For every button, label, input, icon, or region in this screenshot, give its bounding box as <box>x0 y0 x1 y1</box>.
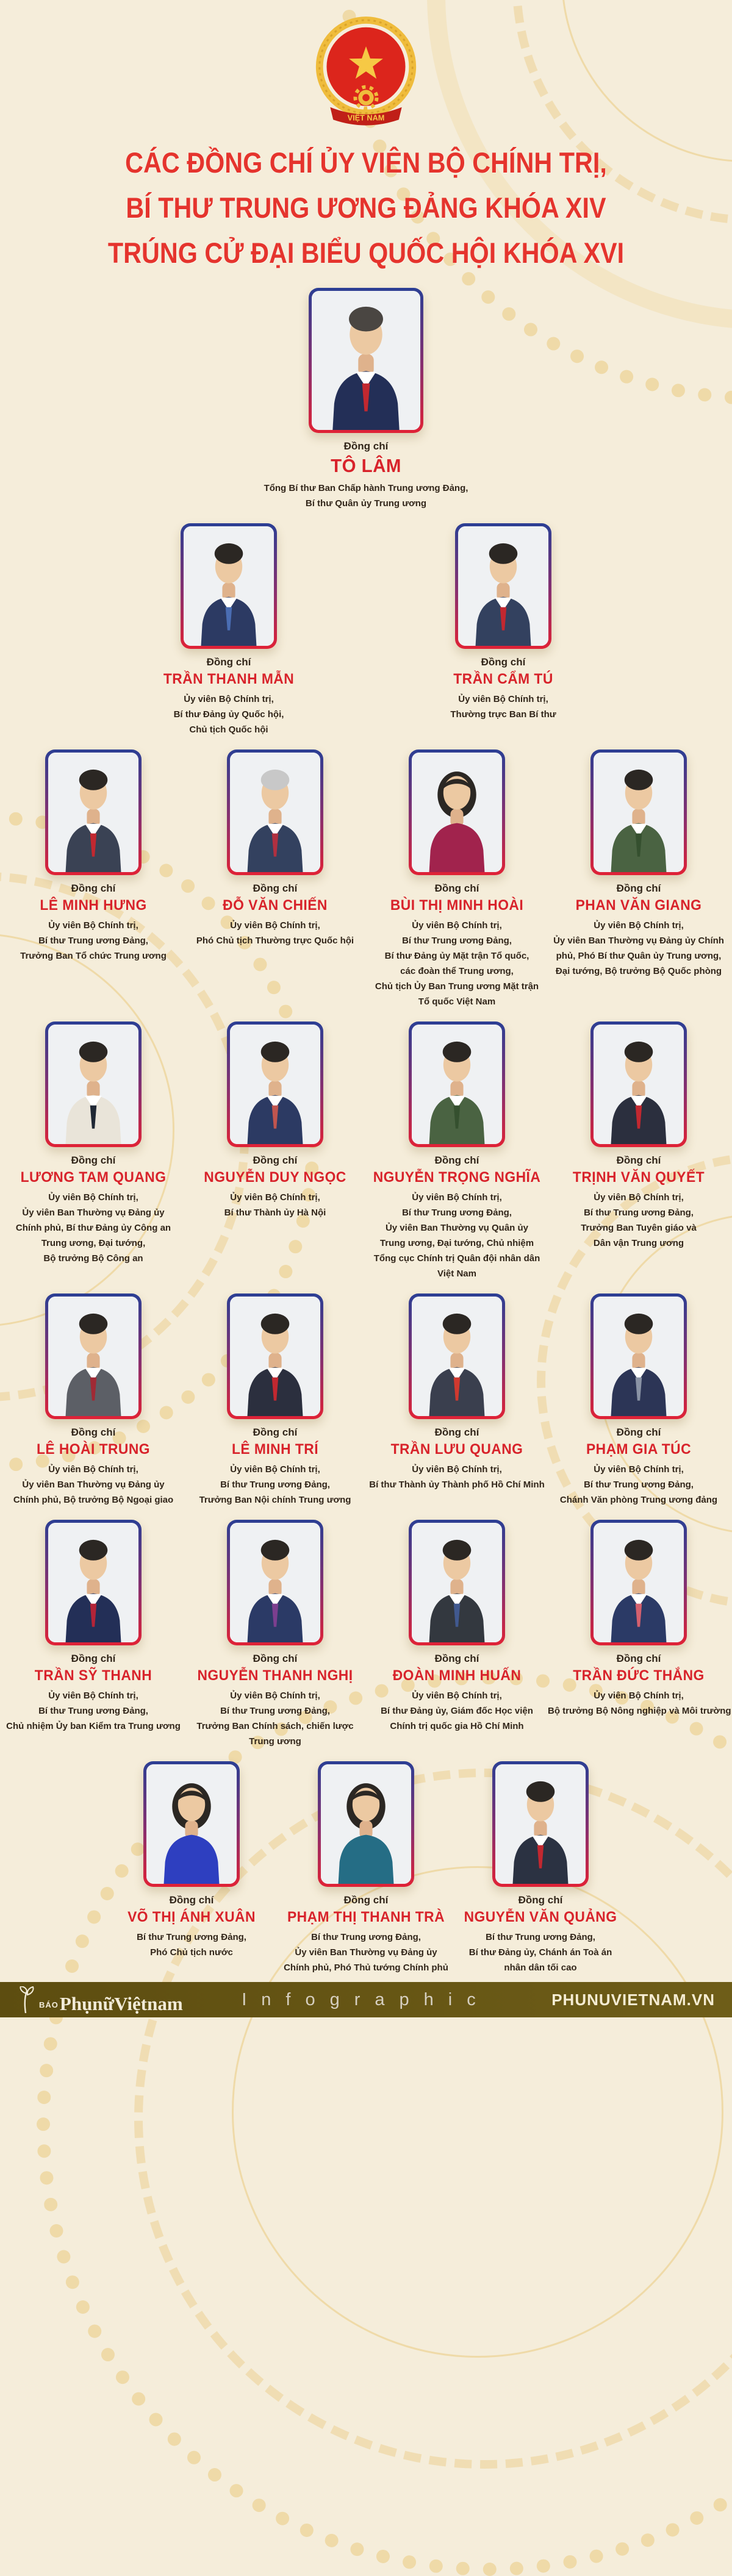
person-role-line: Thường trực Ban Bí thư <box>450 709 556 720</box>
person-card <box>128 523 329 737</box>
person-label: Đồng chí <box>71 1653 116 1664</box>
portrait-frame <box>227 750 323 875</box>
person-name: LÊ MINH TRÍ <box>231 1441 319 1458</box>
people-row <box>0 1021 732 1281</box>
person-role-line: Chính phủ, Bộ trưởng Bộ Ngoại giao <box>13 1495 174 1505</box>
person-label: Đồng chí <box>169 1894 214 1906</box>
person-card <box>366 750 548 1009</box>
portrait-photo <box>48 753 138 872</box>
person-label: Đồng chí <box>71 882 116 894</box>
person-roles <box>184 1190 366 1220</box>
person-role-line: Bí thư Trung ương Đảng, <box>402 1208 512 1218</box>
person-card <box>548 750 730 979</box>
person-label: Đồng chí <box>253 1154 298 1166</box>
footer-infographic-text: Infographic <box>242 1989 490 2009</box>
person-roles <box>184 1688 366 1749</box>
portrait-frame <box>143 1761 240 1887</box>
person-role-line: Chính phủ, Bí thư Đảng ủy Công an <box>15 1223 171 1233</box>
person-card <box>548 1293 730 1508</box>
person-label: Đồng chí <box>434 1154 479 1166</box>
person-name: NGUYỄN DUY NGỌC <box>204 1169 346 1186</box>
vietnam-national-emblem-icon <box>312 13 420 134</box>
person-name: TRẦN SỸ THANH <box>34 1667 152 1684</box>
portrait-frame <box>590 750 687 875</box>
person-label: Đồng chí <box>71 1426 116 1438</box>
person-card <box>281 1761 451 1975</box>
person-role-line: Ủy viên Ban Thường vụ Quân ủy <box>385 1223 529 1233</box>
portrait-frame <box>409 1293 505 1419</box>
person-role-line: Chủ nhiệm Ủy ban Kiểm tra Trung ương <box>6 1721 181 1731</box>
person-label: Đồng chí <box>616 1426 661 1438</box>
person-roles <box>128 692 329 737</box>
person-label: Đồng chí <box>518 1894 563 1906</box>
leaf-logo-icon <box>17 1986 38 2013</box>
person-name: TRẦN THANH MẪN <box>163 671 295 687</box>
person-name: TRỊNH VĂN QUYẾT <box>572 1169 705 1186</box>
person-role-line: Ủy viên Bộ Chính trị, <box>594 1192 684 1203</box>
portrait-frame <box>45 1293 142 1419</box>
person-role-line: Ủy viên Bộ Chính trị, <box>594 920 684 931</box>
person-role-line: Ủy viên Bộ Chính trị, <box>48 1690 138 1701</box>
people-row <box>0 523 732 737</box>
portrait-frame <box>590 1520 687 1645</box>
person-role-line: Bí thư Trung ương Đảng, <box>220 1479 330 1490</box>
person-card <box>184 1021 366 1220</box>
person-roles <box>548 1190 730 1251</box>
portrait-photo <box>495 1764 586 1884</box>
page-title <box>0 140 732 276</box>
portrait-photo <box>230 753 320 872</box>
person-role-line: Tổng Bí thư Ban Chấp hành Trung ương Đảng, <box>264 483 468 493</box>
person-label: Đồng chí <box>434 882 479 894</box>
person-role-line: Bí thư Trung ương Đảng, <box>220 1706 330 1716</box>
person-role-line: Ủy viên Bộ Chính trị, <box>412 1192 502 1203</box>
person-name: LÊ HOÀI TRUNG <box>36 1441 151 1458</box>
people-row <box>0 1293 732 1508</box>
portrait-frame <box>227 1520 323 1645</box>
person-role-line: Trung ương, Đại tướng, Chủ nhiệm <box>379 1238 534 1248</box>
person-role-line: Ủy viên Bộ Chính trị, <box>230 920 320 931</box>
person-roles <box>548 918 730 979</box>
portrait-photo <box>594 1025 684 1144</box>
person-role-line: Phó Chủ tịch nước <box>150 1947 233 1958</box>
portrait-photo <box>48 1025 138 1144</box>
portrait-photo <box>146 1764 237 1884</box>
person-role-line: Bộ trưởng Bộ Nông nghiệp và Môi trường <box>548 1706 731 1716</box>
portrait-photo <box>312 291 420 430</box>
person-roles <box>2 1190 184 1266</box>
person-role-line: Ủy viên Bộ Chính trị, <box>230 1464 320 1475</box>
portrait-frame <box>590 1021 687 1147</box>
person-roles <box>366 918 548 1009</box>
person-label: Đồng chí <box>434 1653 479 1664</box>
phunuvietnam-logo <box>17 1986 183 2013</box>
person-name: PHẠM GIA TÚC <box>586 1441 692 1458</box>
portrait-photo <box>412 753 502 872</box>
person-label: Đồng chí <box>481 656 526 668</box>
person-role-line: Ủy viên Bộ Chính trị, <box>412 1690 502 1701</box>
portrait-frame <box>409 1021 505 1147</box>
person-label: Đồng chí <box>343 440 389 452</box>
person-role-line: phủ, Phó Bí thư Quân ủy Trung ương, <box>556 951 722 961</box>
person-role-line: Bí thư Trung ương Đảng, <box>486 1932 595 1942</box>
people-row <box>0 1520 732 1749</box>
portrait-frame <box>309 288 423 433</box>
person-name: PHẠM THỊ THANH TRÀ <box>287 1909 445 1925</box>
person-role-line: Trung ương, Đại tướng, <box>41 1238 146 1248</box>
person-role-line: Bộ trưởng Bộ Công an <box>43 1253 143 1264</box>
person-roles <box>2 918 184 964</box>
person-role-line: Tổ quốc Việt Nam <box>418 996 496 1007</box>
header <box>0 0 732 276</box>
portrait-frame <box>455 523 551 649</box>
person-role-line: nhân dân tối cao <box>504 1962 577 1973</box>
person-role-line: Chủ tịch Ủy Ban Trung ương Mặt trận <box>375 981 539 992</box>
person-role-line: Bí thư Trung ương Đảng, <box>137 1932 246 1942</box>
people-row <box>0 288 732 511</box>
portrait-frame <box>318 1761 414 1887</box>
person-role-line: Chánh Văn phòng Trung ương đảng <box>559 1495 718 1505</box>
person-label: Đồng chí <box>253 882 298 894</box>
portrait-frame <box>45 1520 142 1645</box>
person-role-line: Bí thư Trung ương Đảng, <box>38 1706 148 1716</box>
portrait-photo <box>412 1523 502 1642</box>
person-card <box>184 750 366 948</box>
person-label: Đồng chí <box>616 1653 661 1664</box>
person-roles <box>366 1190 548 1281</box>
person-name: TRẦN LƯU QUANG <box>390 1441 523 1458</box>
person-role-line: Ủy viên Bộ Chính trị, <box>230 1192 320 1203</box>
person-role-line: Trưởng Ban Chính sách, chiến lược <box>196 1721 354 1731</box>
person-role-line: Bí thư Đảng ủy Mặt trận Tổ quốc, <box>384 951 529 961</box>
person-roles <box>184 918 366 948</box>
logo-bao-text: BÁO <box>39 2000 59 2009</box>
person-label: Đồng chí <box>71 1154 116 1166</box>
person-role-line: Bí thư Trung ương Đảng, <box>402 936 512 946</box>
portrait-frame <box>181 523 277 649</box>
person-roles <box>366 1688 548 1734</box>
person-name: LÊ MINH HƯNG <box>40 897 147 914</box>
person-role-line: Trưởng Ban Tuyên giáo và <box>581 1223 697 1233</box>
person-name: ĐOÀN MINH HUẤN <box>392 1667 522 1684</box>
portrait-photo <box>412 1297 502 1416</box>
person-name: BÙI THỊ MINH HOÀI <box>390 897 524 914</box>
portrait-photo <box>458 526 548 646</box>
person-role-line: Ủy viên Bộ Chính trị, <box>230 1690 320 1701</box>
emblem-banner-text: VIỆT NAM <box>347 113 385 123</box>
person-card <box>2 1021 184 1266</box>
person-role-line: Tổng cục Chính trị Quân đội nhân dân <box>373 1253 540 1264</box>
person-name: TRẦN ĐỨC THẮNG <box>573 1667 705 1684</box>
person-name: NGUYỄN VĂN QUẢNG <box>464 1909 617 1925</box>
portrait-photo <box>48 1297 138 1416</box>
portrait-frame <box>45 750 142 875</box>
person-label: Đồng chí <box>253 1653 298 1664</box>
person-card <box>2 750 184 964</box>
portrait-photo <box>594 753 684 872</box>
person-role-line: Trưởng Ban Tổ chức Trung ương <box>20 951 167 961</box>
portrait-photo <box>230 1025 320 1144</box>
portrait-photo <box>230 1297 320 1416</box>
person-role-line: Ủy viên Bộ Chính trị, <box>48 920 138 931</box>
person-card <box>2 1293 184 1508</box>
person-roles <box>366 1462 548 1492</box>
person-roles <box>2 1462 184 1508</box>
person-name: ĐỖ VĂN CHIẾN <box>223 897 328 914</box>
people-row <box>0 750 732 1009</box>
person-role-line: Ủy viên Ban Thường vụ Đảng ủy <box>295 1947 437 1958</box>
person-card <box>238 288 494 511</box>
person-role-line: Dân vận Trung ương <box>593 1238 684 1248</box>
portrait-frame <box>227 1293 323 1419</box>
person-name: PHAN VĂN GIANG <box>575 897 702 914</box>
person-role-line: Ủy viên Bộ Chính trị, <box>412 920 502 931</box>
person-card <box>2 1520 184 1734</box>
people-row <box>0 1761 732 1975</box>
people-grid <box>0 288 732 1975</box>
person-name: NGUYỄN THANH NGHỊ <box>197 1667 353 1684</box>
person-role-line: Bí thư Thành ủy Hà Nội <box>224 1208 326 1218</box>
person-card <box>184 1293 366 1508</box>
footer-bar <box>0 1982 732 2017</box>
person-role-line: Ủy viên Bộ Chính trị, <box>412 1464 502 1475</box>
portrait-photo <box>321 1764 411 1884</box>
person-card <box>106 1761 277 1960</box>
person-roles <box>548 1688 730 1719</box>
logo-name-text: PhụnữViệtnam <box>59 1993 183 2014</box>
person-role-line: Ủy viên Bộ Chính trị, <box>458 694 548 704</box>
person-role-line: Phó Chủ tịch Thường trực Quốc hội <box>196 936 354 946</box>
person-roles <box>238 481 494 511</box>
person-role-line: Ủy viên Bộ Chính trị, <box>594 1690 684 1701</box>
person-role-line: Ủy viên Ban Thường vụ Đảng ủy <box>22 1208 165 1218</box>
person-role-line: Chủ tịch Quốc hội <box>189 724 268 735</box>
person-label: Đồng chí <box>343 1894 389 1906</box>
person-label: Đồng chí <box>616 882 661 894</box>
person-label: Đồng chí <box>616 1154 661 1166</box>
person-role-line: Bí thư Đảng ủy, Chánh án Toà án <box>468 1947 612 1958</box>
portrait-frame <box>409 1520 505 1645</box>
person-roles <box>184 1462 366 1508</box>
person-role-line: Trung ương <box>249 1736 301 1747</box>
person-roles <box>106 1930 277 1960</box>
person-role-line: Ủy viên Ban Thường vụ Đảng ủy Chính <box>553 936 724 946</box>
person-name: LƯƠNG TAM QUANG <box>20 1169 167 1186</box>
title-line-3: TRÚNG CỬ ĐẠI BIỂU QUỐC HỘI KHÓA XVI <box>107 237 625 269</box>
person-name: TRẦN CẨM TÚ <box>453 671 553 687</box>
person-role-line: Ủy viên Bộ Chính trị, <box>184 694 274 704</box>
portrait-frame <box>492 1761 589 1887</box>
person-role-line: Bí thư Trung ương Đảng, <box>38 936 148 946</box>
portrait-photo <box>594 1523 684 1642</box>
person-role-line: Ủy viên Ban Thường vụ Đảng ủy <box>22 1479 165 1490</box>
portrait-frame <box>409 750 505 875</box>
person-roles <box>548 1462 730 1508</box>
person-roles <box>281 1930 451 1975</box>
person-role-line: Bí thư Trung ương Đảng, <box>584 1479 694 1490</box>
person-card <box>403 523 604 722</box>
person-role-line: Chính phủ, Phó Thủ tướng Chính phủ <box>284 1962 448 1973</box>
person-card <box>455 1761 626 1975</box>
person-name: VÕ THỊ ÁNH XUÂN <box>127 1909 256 1925</box>
person-role-line: Bí thư Đảng ủy, Giám đốc Học viện <box>381 1706 533 1716</box>
portrait-photo <box>230 1523 320 1642</box>
person-role-line: Bí thư Quân ủy Trung ương <box>305 498 427 509</box>
title-line-1: CÁC ĐỒNG CHÍ ỦY VIÊN BỘ CHÍNH TRỊ, <box>125 146 607 179</box>
person-role-line: Bí thư Đảng ủy Quốc hội, <box>173 709 284 720</box>
person-label: Đồng chí <box>434 1426 479 1438</box>
person-role-line: Chính trị quốc gia Hồ Chí Minh <box>390 1721 524 1731</box>
person-card <box>366 1293 548 1492</box>
portrait-photo <box>184 526 274 646</box>
portrait-frame <box>45 1021 142 1147</box>
title-line-2: BÍ THƯ TRUNG ƯƠNG ĐẢNG KHÓA XIV <box>126 191 606 224</box>
person-role-line: Bí thư Trung ương Đảng, <box>584 1208 694 1218</box>
person-name: TÔ LÂM <box>331 455 401 476</box>
person-role-line: các đoàn thể Trung ương, <box>400 966 514 976</box>
person-role-line: Ủy viên Bộ Chính trị, <box>48 1192 138 1203</box>
portrait-photo <box>594 1297 684 1416</box>
person-role-line: Ủy viên Bộ Chính trị, <box>48 1464 138 1475</box>
person-card <box>184 1520 366 1749</box>
portrait-photo <box>412 1025 502 1144</box>
portrait-photo <box>48 1523 138 1642</box>
person-name: NGUYỄN TRỌNG NGHĨA <box>373 1169 541 1186</box>
person-role-line: Việt Nam <box>437 1268 476 1279</box>
person-label: Đồng chí <box>206 656 251 668</box>
person-role-line: Ủy viên Bộ Chính trị, <box>594 1464 684 1475</box>
person-card <box>366 1520 548 1734</box>
person-roles <box>403 692 604 722</box>
person-card <box>366 1021 548 1281</box>
person-roles <box>455 1930 626 1975</box>
person-role-line: Trưởng Ban Nội chính Trung ương <box>199 1495 351 1505</box>
portrait-frame <box>590 1293 687 1419</box>
person-card <box>548 1021 730 1251</box>
person-role-line: Đại tướng, Bộ trưởng Bộ Quốc phòng <box>555 966 722 976</box>
portrait-frame <box>227 1021 323 1147</box>
person-card <box>548 1520 730 1719</box>
person-role-line: Bí thư Thành ủy Thành phố Hồ Chí Minh <box>369 1479 545 1490</box>
person-role-line: Bí thư Trung ương Đảng, <box>311 1932 421 1942</box>
person-label: Đồng chí <box>253 1426 298 1438</box>
person-roles <box>2 1688 184 1734</box>
footer-website-text: PHUNUVIETNAM.VN <box>551 1990 715 2009</box>
